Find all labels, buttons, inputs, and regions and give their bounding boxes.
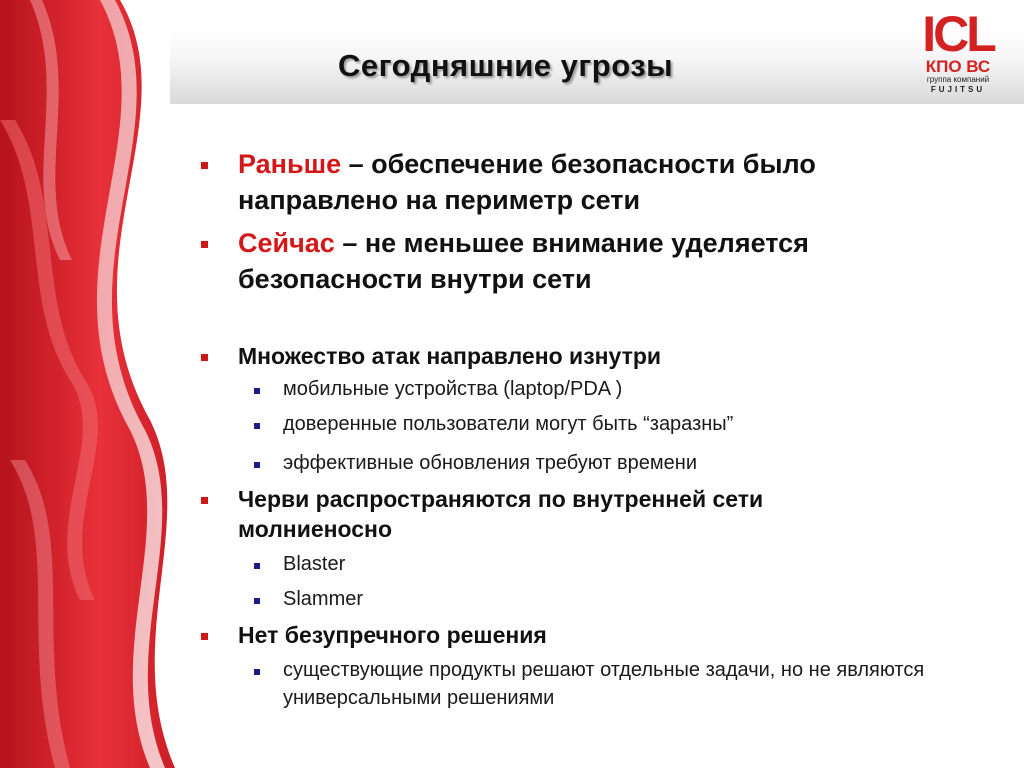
- sub-bullet-mobile-text: мобильные устройства (laptop/PDA ): [283, 378, 623, 400]
- bullet-now-text: – не меньшее внимание уделяется безопасности внутри сети: [238, 228, 809, 294]
- sub-bullet-marker: [254, 462, 260, 468]
- sub-bullet-updates-text: эффективные обновления требуют времени: [283, 452, 698, 474]
- bullet-marker: [201, 162, 208, 169]
- company-logo: [912, 6, 1004, 106]
- sub-bullet-marker: [254, 598, 260, 604]
- red-swirl-decoration: [0, 0, 200, 768]
- sub-bullet-slammer-text: Slammer: [283, 588, 364, 610]
- bullet-before-highlight: Раньше: [238, 149, 342, 179]
- bullet-before: [238, 146, 958, 218]
- bullet-worms: [238, 484, 918, 544]
- sub-bullet-mobile: [283, 375, 983, 403]
- bullet-attacks-inside: [238, 341, 958, 371]
- sub-bullet-trusted-text: доверенные пользователи могут быть “заразны”: [283, 413, 734, 435]
- bullet-now-highlight: Сейчас: [238, 228, 335, 258]
- sub-bullet-blaster-text: Blaster: [283, 553, 346, 575]
- sub-bullet-slammer: [283, 585, 983, 613]
- bullet-worms-text: Черви распространяются по внутренней сети молниеносно: [238, 486, 764, 542]
- sub-bullet-marker: [254, 563, 260, 569]
- bullet-now: [238, 225, 958, 297]
- page-title: Сегодняшние угрозы: [338, 48, 674, 83]
- bullet-marker: [201, 241, 208, 248]
- sub-bullet-marker: [254, 669, 260, 675]
- sub-bullet-marker: [254, 423, 260, 429]
- sub-bullet-blaster: [283, 550, 983, 578]
- bullet-marker: [201, 354, 208, 361]
- bullet-marker: [201, 633, 208, 640]
- bullet-no-solution: [238, 620, 958, 650]
- logo-line2: группа компаний: [926, 75, 990, 84]
- bullet-attacks-inside-text: Множество атак направлено изнутри: [238, 343, 662, 369]
- sub-bullet-products: [283, 656, 1003, 712]
- sub-bullet-marker: [254, 388, 260, 394]
- sub-bullet-products-text: существующие продукты решают отдельные задачи, но не являются универсальными решениями: [283, 659, 925, 709]
- logo-brand: ICL: [922, 6, 994, 62]
- bullet-marker: [201, 497, 208, 504]
- logo-line3: FUJITSU: [930, 85, 986, 94]
- sub-bullet-updates: [283, 449, 983, 477]
- bullet-before-text: – обеспечение безопасности было направлено на периметр сети: [238, 149, 816, 215]
- bullet-no-solution-text: Нет безупречного решения: [238, 622, 547, 648]
- sub-bullet-trusted: [283, 410, 983, 438]
- logo-line1: КПО ВС: [925, 57, 991, 76]
